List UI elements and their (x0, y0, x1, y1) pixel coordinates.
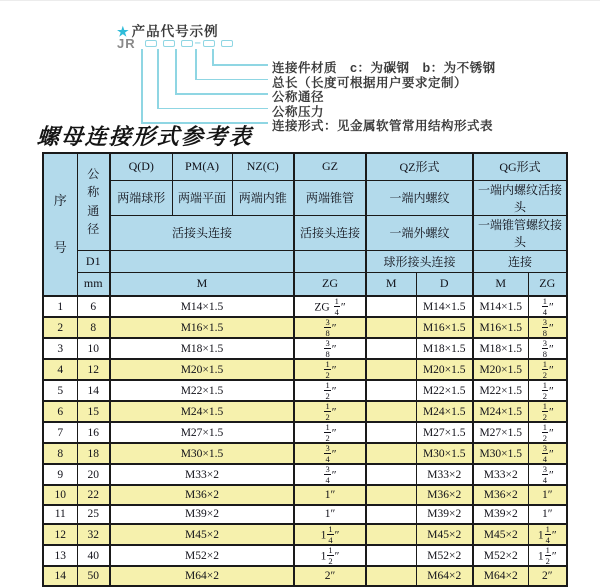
cell-thread-zg: 1″ (294, 485, 366, 505)
header-col-nz: NZ(C) (232, 153, 294, 180)
cell-qg-m: M24×1.5 (473, 401, 528, 422)
cell-qz-d: M14×1.5 (416, 296, 473, 317)
table-row (43, 566, 567, 586)
cell-qg-zg: $\frac{3}{8}$ ″ (528, 338, 567, 359)
cell-thread-m: M27×1.5 (110, 422, 294, 443)
cell-thread-zg: 1 $\frac{1}{2}$ ″ (294, 545, 366, 566)
cell-qz-d: M18×1.5 (416, 338, 473, 359)
cell-seq: 11 (43, 505, 77, 525)
header-col-qg: QG形式 (473, 153, 567, 180)
diagram-label-connection: 连接形式：见金属软管常用结构形式表 (272, 119, 494, 133)
cell-qz-d: M52×2 (416, 545, 473, 566)
cell-seq: 2 (43, 317, 77, 338)
header-seq: 序号 (43, 153, 77, 296)
table-row (43, 485, 567, 505)
header-nominal-diameter: 公称通径 (77, 153, 110, 250)
table-row (43, 317, 567, 338)
table-row (43, 296, 567, 317)
connector-line (212, 64, 268, 66)
header-q-desc: 两端球形 (110, 180, 172, 215)
cell-qg-m: M18×1.5 (473, 338, 528, 359)
header-qz-conn: 球形接头连接 (366, 250, 473, 272)
cell-thread-zg: $\frac{1}{2}$ ″ (294, 359, 366, 380)
cell-qg-m: M20×1.5 (473, 359, 528, 380)
table-title: 螺母连接形式参考表 (36, 124, 254, 150)
cell-qz-d: M33×2 (416, 464, 473, 485)
header-col-q: Q(D) (110, 153, 172, 180)
cell-qz-m (366, 464, 416, 485)
header-blank-2 (294, 250, 366, 272)
header-col-gz: GZ (294, 153, 366, 180)
cell-qz-d: M64×2 (416, 566, 473, 586)
cell-qg-zg: $\frac{1}{2}$ ″ (528, 380, 567, 401)
cell-qg-m: M14×1.5 (473, 296, 528, 317)
cell-qz-m (366, 566, 416, 586)
table-row (43, 401, 567, 422)
cell-qz-m (366, 401, 416, 422)
cell-mm: 16 (77, 422, 110, 443)
cell-thread-m: M52×2 (110, 545, 294, 566)
cell-qz-m (366, 317, 416, 338)
cell-qg-zg: 2″ (528, 566, 567, 586)
cell-qz-m (366, 505, 416, 525)
code-box-3 (181, 40, 193, 47)
table-row (43, 505, 567, 525)
diagram-label-diameter: 公称通径 (272, 90, 325, 104)
cell-thread-m: M22×1.5 (110, 380, 294, 401)
cell-seq: 10 (43, 485, 77, 505)
cell-mm: 40 (77, 545, 110, 566)
table-row (43, 524, 567, 545)
table-body (43, 296, 567, 586)
cell-qg-zg: $\frac{1}{2}$ ″ (528, 422, 567, 443)
cell-thread-m: M64×2 (110, 566, 294, 586)
cell-qg-m: M16×1.5 (473, 317, 528, 338)
cell-qg-zg: $\frac{3}{4}$ ″ (528, 443, 567, 464)
header-qg-desc2: 一端锥管螺纹接头 (473, 215, 567, 250)
cell-seq: 8 (43, 443, 77, 464)
cell-seq: 5 (43, 380, 77, 401)
cell-qz-d: M30×1.5 (416, 443, 473, 464)
header-d: D (416, 272, 473, 296)
header-d1: D1 (77, 250, 110, 272)
cell-qz-d: M22×1.5 (416, 380, 473, 401)
cell-seq: 1 (43, 296, 77, 317)
cell-qz-d: M24×1.5 (416, 401, 473, 422)
cell-thread-zg: $\frac{1}{2}$ ″ (294, 380, 366, 401)
header-zg1: ZG (294, 272, 366, 296)
header-col-pm: PM(A) (172, 153, 232, 180)
cell-thread-m: M36×2 (110, 485, 294, 505)
diagram-label-pressure: 公称压力 (272, 104, 325, 119)
cell-qg-m: M36×2 (473, 485, 528, 505)
cell-qg-zg: 1 $\frac{1}{2}$ ″ (528, 545, 567, 566)
header-qg-desc1: 一端内螺纹活接头 (473, 180, 567, 215)
cell-qg-m: M27×1.5 (473, 422, 528, 443)
table-row (43, 545, 567, 566)
cell-qg-m: M39×2 (473, 505, 528, 525)
cell-qg-zg: 1″ (528, 485, 567, 505)
header-m1: M (110, 272, 294, 296)
cell-thread-zg: ZG $\frac{1}{4}$ ″ (294, 296, 366, 317)
header-pm-desc: 两端平面 (172, 180, 232, 215)
table-row (43, 443, 567, 464)
connector-line (195, 49, 197, 80)
table-row (43, 338, 567, 359)
cell-qz-m (366, 545, 416, 566)
diagram-title-text: 产品代号示例 (131, 24, 219, 39)
header-qg-conn: 连接 (473, 250, 567, 272)
header-m3: M (473, 272, 528, 296)
cell-qz-m (366, 524, 416, 545)
cell-thread-m: M39×2 (110, 505, 294, 525)
table-row (43, 359, 567, 380)
cell-thread-zg: $\frac{1}{2}$ ″ (294, 401, 366, 422)
code-box-5 (221, 40, 233, 47)
cell-qz-m (366, 485, 416, 505)
cell-seq: 13 (43, 545, 77, 566)
table-row (43, 380, 567, 401)
cell-mm: 12 (77, 359, 110, 380)
cell-thread-zg: $\frac{1}{2}$ ″ (294, 422, 366, 443)
cell-mm: 50 (77, 566, 110, 586)
cell-qz-m (366, 359, 416, 380)
cell-mm: 32 (77, 524, 110, 545)
cell-seq: 9 (43, 464, 77, 485)
cell-qz-d: M16×1.5 (416, 317, 473, 338)
header-zg2: ZG (528, 272, 567, 296)
diagram-label-length: 总长（长度可根据用户要求定制） (272, 75, 468, 90)
cell-thread-zg: $\frac{3}{4}$ ″ (294, 464, 366, 485)
nut-connection-table (42, 152, 568, 587)
cell-thread-zg: $\frac{3}{4}$ ″ (294, 443, 366, 464)
cell-mm: 14 (77, 380, 110, 401)
cell-qz-m (366, 380, 416, 401)
connector-line (195, 79, 268, 81)
cell-seq: 14 (43, 566, 77, 586)
cell-qz-d: M20×1.5 (416, 359, 473, 380)
table-row (43, 464, 567, 485)
cell-seq: 4 (43, 359, 77, 380)
header-col-qz: QZ形式 (366, 153, 473, 180)
header-nz-desc: 两端内锥 (232, 180, 294, 215)
cell-mm: 6 (77, 296, 110, 317)
cell-thread-m: M30×1.5 (110, 443, 294, 464)
cell-mm: 10 (77, 338, 110, 359)
cell-thread-zg: 2″ (294, 566, 366, 586)
diagram-label-material: 连接件材质 c：为碳钢 b：为不锈钢 (272, 61, 496, 75)
cell-qg-zg: 1 $\frac{1}{4}$ ″ (528, 524, 567, 545)
cell-qg-m: M52×2 (473, 545, 528, 566)
cell-qg-m: M45×2 (473, 524, 528, 545)
cell-qg-zg: 1″ (528, 505, 567, 525)
cell-qz-d: M27×1.5 (416, 422, 473, 443)
cell-mm: 15 (77, 401, 110, 422)
header-mm: mm (77, 272, 110, 296)
cell-qz-m (366, 422, 416, 443)
cell-thread-m: M33×2 (110, 464, 294, 485)
code-prefix: JR (117, 35, 136, 51)
cell-qg-m: M30×1.5 (473, 443, 528, 464)
header-gz-conn: 活接头连接 (294, 215, 366, 250)
cell-seq: 7 (43, 422, 77, 443)
header-union-conn: 活接头连接 (110, 215, 294, 250)
cell-thread-zg: 1 $\frac{1}{4}$ ″ (294, 524, 366, 545)
cell-thread-m: M20×1.5 (110, 359, 294, 380)
cell-qg-zg: $\frac{1}{4}$ ″ (528, 296, 567, 317)
code-box-4 (203, 40, 215, 47)
code-dash: – (194, 37, 201, 49)
star-icon: ★ (117, 24, 130, 39)
cell-seq: 6 (43, 401, 77, 422)
cell-thread-m: M16×1.5 (110, 317, 294, 338)
cell-thread-m: M45×2 (110, 524, 294, 545)
cell-thread-zg: $\frac{3}{8}$ ″ (294, 317, 366, 338)
cell-qg-zg: $\frac{1}{2}$ ″ (528, 401, 567, 422)
header-blank-1 (110, 250, 294, 272)
cell-qz-d: M45×2 (416, 524, 473, 545)
cell-qg-m: M64×2 (473, 566, 528, 586)
connector-line (141, 49, 143, 123)
cell-thread-zg: $\frac{3}{8}$ ″ (294, 338, 366, 359)
connector-line (175, 49, 177, 94)
cell-mm: 20 (77, 464, 110, 485)
header-m2: M (366, 272, 416, 296)
cell-qz-m (366, 443, 416, 464)
connector-line (175, 93, 268, 95)
cell-qz-m (366, 338, 416, 359)
cell-qg-m: M33×2 (473, 464, 528, 485)
cell-qg-zg: $\frac{3}{8}$ ″ (528, 317, 567, 338)
cell-thread-zg: 1″ (294, 505, 366, 525)
cell-thread-m: M18×1.5 (110, 338, 294, 359)
cell-mm: 8 (77, 317, 110, 338)
cell-mm: 22 (77, 485, 110, 505)
cell-mm: 18 (77, 443, 110, 464)
cell-seq: 3 (43, 338, 77, 359)
cell-qg-zg: $\frac{3}{4}$ ″ (528, 464, 567, 485)
code-box-2 (163, 40, 175, 47)
cell-seq: 12 (43, 524, 77, 545)
cell-qg-m: M22×1.5 (473, 380, 528, 401)
cell-thread-m: M14×1.5 (110, 296, 294, 317)
header-qz-desc2: 一端外螺纹 (366, 215, 473, 250)
header-gz-desc: 两端锥管 (294, 180, 366, 215)
connector-line (157, 108, 268, 110)
cell-qz-d: M36×2 (416, 485, 473, 505)
connector-line (157, 49, 159, 109)
cell-thread-m: M24×1.5 (110, 401, 294, 422)
connector-line (212, 49, 214, 65)
table-row (43, 422, 567, 443)
cell-qz-d: M39×2 (416, 505, 473, 525)
code-box-1 (145, 40, 157, 47)
cell-qz-m (366, 296, 416, 317)
cell-qg-zg: $\frac{1}{2}$ ″ (528, 359, 567, 380)
cell-mm: 25 (77, 505, 110, 525)
header-qz-desc1: 一端内螺纹 (366, 180, 473, 215)
